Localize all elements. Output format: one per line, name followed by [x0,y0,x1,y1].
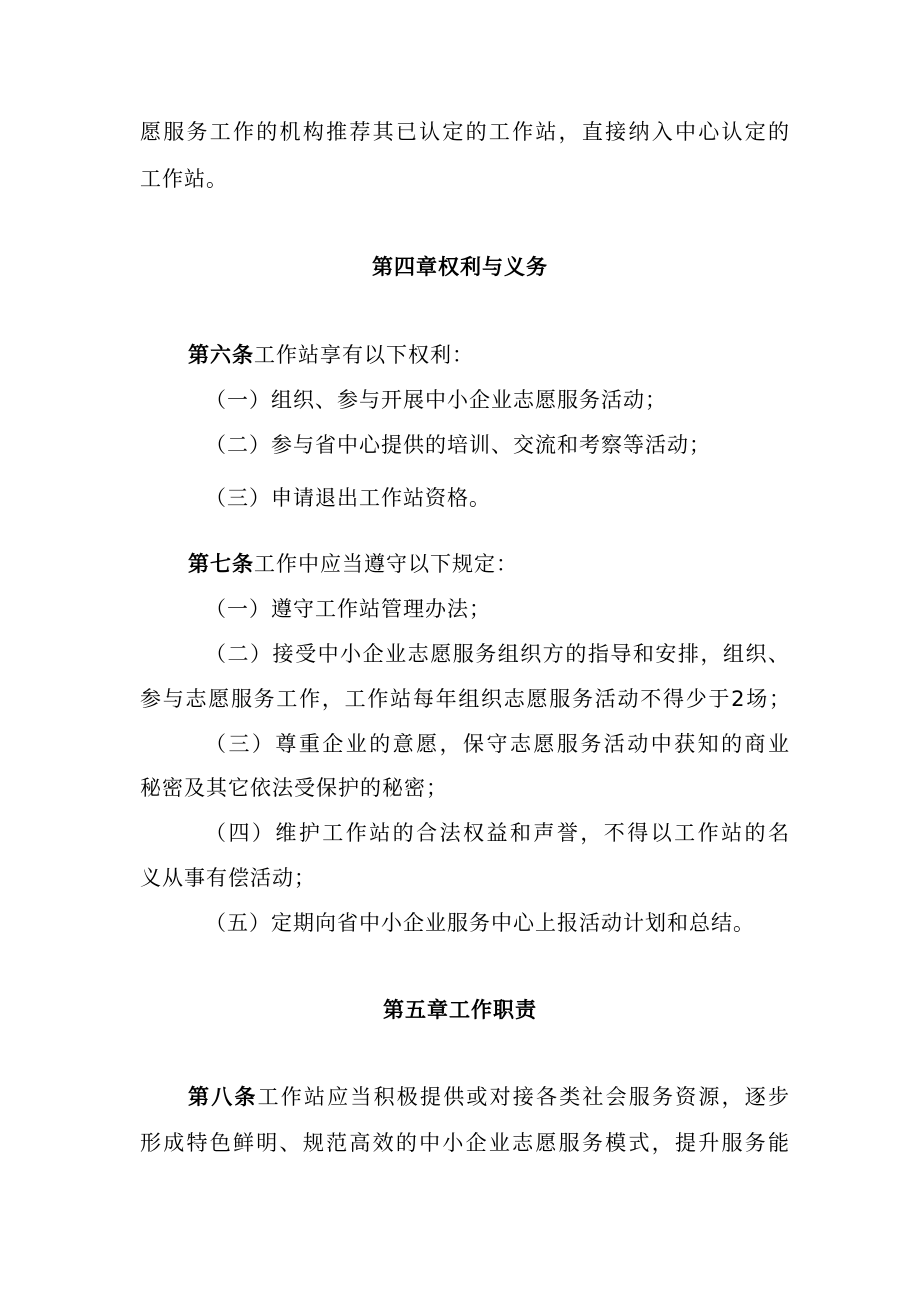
article-8-line-1 [188,1082,790,1112]
chapter-5-title: 第五章工作职责 [383,998,537,1022]
article-8-line-2: 形成特色鲜明、规范高效的中小企业志愿服务模式，提升服务能 [140,1131,790,1155]
article-8-text-1: 工作站应当积极提供或对接各类社会服务资源，逐步 [257,1085,791,1109]
article-8-label: 第八条 [188,1085,258,1109]
article-7-item-5: （五）定期向省中小企业服务中心上报活动计划和总结。 [205,911,755,935]
article-7-label: 第七条 [188,552,254,576]
article-6-item-1: （一）组织、参与开展中小企业志愿服务活动； [205,388,667,412]
intro-line-1: 愿服务工作的机构推荐其已认定的工作站，直接纳入中心认定的 [140,120,790,144]
article-7-item-4-line-1: （四）维护工作站的合法权益和声誉，不得以工作站的名 [205,821,790,845]
article-6-text: 工作站享有以下权利： [254,343,474,367]
article-7-item-4-line-2: 义从事有偿活动； [140,866,316,890]
article-7-item-2-line-1: （二）接受中小企业志愿服务组织方的指导和安排，组织、 [205,642,790,666]
chapter-4-title: 第四章权利与义务 [372,255,548,279]
article-7-item-1: （一）遵守工作站管理办法； [205,597,491,621]
article-6-label: 第六条 [188,343,254,367]
intro-line-2: 工作站。 [140,167,228,191]
article-7 [188,549,790,579]
article-6-item-2: （二）参与省中心提供的培训、交流和考察等活动； [205,433,711,457]
article-6 [188,340,790,370]
article-6-item-3: （三）申请退出工作站资格。 [205,486,491,510]
article-7-item-2-line-2: 参与志愿服务工作，工作站每年组织志愿服务活动不得少于2场； [140,687,790,711]
article-7-text: 工作中应当遵守以下规定： [254,552,518,576]
article-7-item-3-line-1: （三）尊重企业的意愿，保守志愿服务活动中获知的商业 [205,732,790,756]
article-7-item-3-line-2: 秘密及其它依法受保护的秘密； [140,776,448,800]
